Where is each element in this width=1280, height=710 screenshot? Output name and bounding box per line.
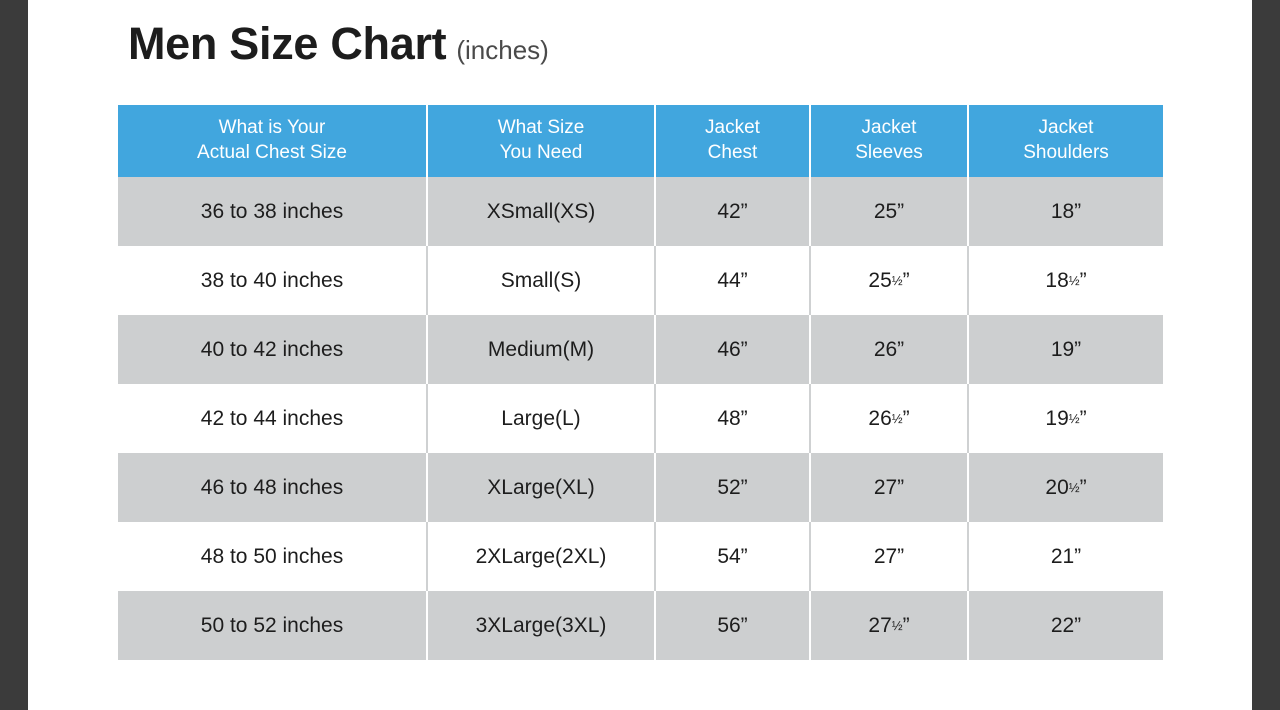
cell-jacket-sleeves: 26”	[811, 315, 969, 384]
column-header-line2: Shoulders	[1023, 142, 1109, 163]
table-row	[118, 453, 1163, 522]
cell-jacket-chest: 42”	[656, 177, 811, 246]
column-header-jacket-chest	[656, 105, 811, 177]
cell-actual-chest: 48 to 50 inches	[118, 522, 428, 591]
cell-actual-chest: 46 to 48 inches	[118, 453, 428, 522]
cell-actual-chest: 40 to 42 inches	[118, 315, 428, 384]
cell-size-needed: XLarge(XL)	[428, 453, 656, 522]
cell-jacket-shoulders: 19½”	[969, 384, 1163, 453]
cell-jacket-sleeves: 25½”	[811, 246, 969, 315]
cell-jacket-sleeves: 27”	[811, 522, 969, 591]
table-header-row	[118, 105, 1163, 177]
cell-jacket-chest: 52”	[656, 453, 811, 522]
column-header-line2: Chest	[707, 142, 758, 163]
cell-size-needed: Large(L)	[428, 384, 656, 453]
column-header-line2: Sleeves	[855, 142, 923, 163]
table-row	[118, 591, 1163, 660]
cell-jacket-sleeves: 27½”	[811, 591, 969, 660]
cell-size-needed: 3XLarge(3XL)	[428, 591, 656, 660]
table-row	[118, 522, 1163, 591]
cell-jacket-shoulders: 21”	[969, 522, 1163, 591]
size-chart-table	[118, 105, 1163, 660]
table-row	[118, 246, 1163, 315]
page-title-unit: (inches)	[456, 35, 549, 65]
column-header-jacket-sleeves	[811, 105, 969, 177]
cell-size-needed: 2XLarge(2XL)	[428, 522, 656, 591]
page-title	[128, 18, 549, 70]
column-header-line1: Jacket	[861, 117, 917, 139]
cell-actual-chest: 38 to 40 inches	[118, 246, 428, 315]
cell-size-needed: Small(S)	[428, 246, 656, 315]
cell-jacket-chest: 44”	[656, 246, 811, 315]
column-header-line2: Actual Chest Size	[197, 142, 347, 163]
column-header-size-needed	[428, 105, 656, 177]
cell-jacket-chest: 46”	[656, 315, 811, 384]
cell-actual-chest: 42 to 44 inches	[118, 384, 428, 453]
table-body	[118, 177, 1163, 660]
page-title-main: Men Size Chart	[128, 18, 447, 69]
column-header-line1: What Size	[497, 117, 585, 139]
cell-jacket-shoulders: 19”	[969, 315, 1163, 384]
cell-jacket-chest: 48”	[656, 384, 811, 453]
table-row	[118, 384, 1163, 453]
column-header-line1: Jacket	[705, 117, 760, 139]
cell-jacket-chest: 54”	[656, 522, 811, 591]
cell-jacket-chest: 56”	[656, 591, 811, 660]
column-header-actual-chest	[118, 105, 428, 177]
cell-jacket-shoulders: 22”	[969, 591, 1163, 660]
cell-jacket-shoulders: 18”	[969, 177, 1163, 246]
column-header-line1: What is Your	[218, 117, 326, 139]
cell-actual-chest: 50 to 52 inches	[118, 591, 428, 660]
column-header-line2: You Need	[499, 142, 583, 163]
cell-size-needed: Medium(M)	[428, 315, 656, 384]
cell-actual-chest: 36 to 38 inches	[118, 177, 428, 246]
table-header	[118, 105, 1163, 177]
cell-jacket-sleeves: 27”	[811, 453, 969, 522]
cell-jacket-shoulders: 18½”	[969, 246, 1163, 315]
slide-canvas	[28, 0, 1252, 710]
table-row	[118, 315, 1163, 384]
left-letterbox	[0, 0, 28, 710]
cell-size-needed: XSmall(XS)	[428, 177, 656, 246]
right-letterbox	[1252, 0, 1280, 710]
column-header-line1: Jacket	[1038, 117, 1094, 139]
table-row	[118, 177, 1163, 246]
cell-jacket-sleeves: 25”	[811, 177, 969, 246]
column-header-jacket-shoulders	[969, 105, 1163, 177]
cell-jacket-shoulders: 20½”	[969, 453, 1163, 522]
cell-jacket-sleeves: 26½”	[811, 384, 969, 453]
